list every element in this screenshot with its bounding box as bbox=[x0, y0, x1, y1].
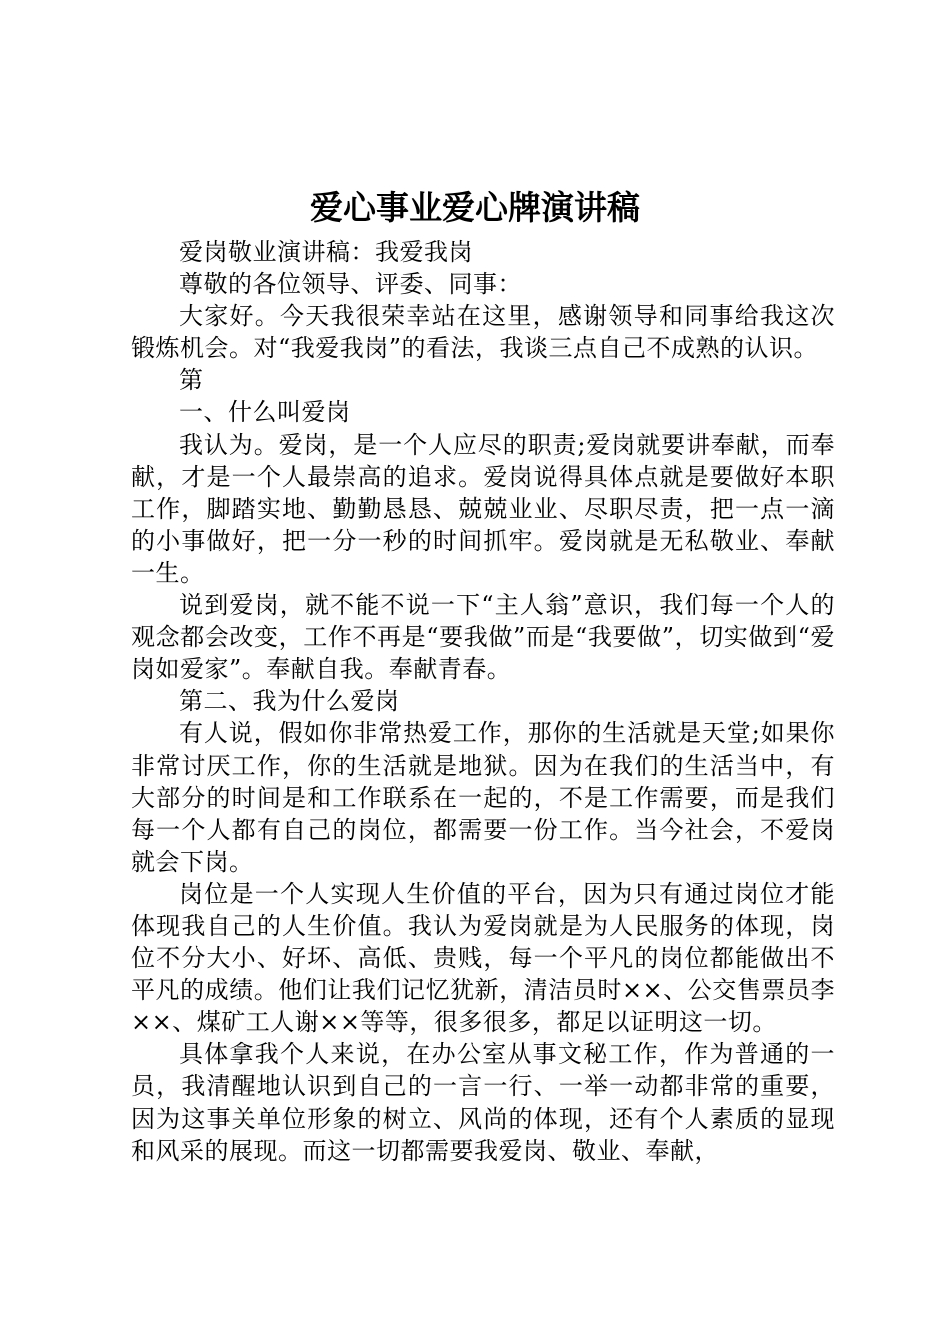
paragraph-opening: 大家好。今天我很荣幸站在这里，感谢领导和同事给我这次锻炼机会。对“我爱我岗”的看法，我谈三点自己不成熟的认识。 bbox=[131, 302, 835, 363]
section-heading-2: 第二、我为什么爱岗 bbox=[179, 687, 400, 716]
paragraph-ownership: 说到爱岗，就不能不说一下“主人翁”意识，我们每一个人的观念都会改变，工作不再是“要我做”而是“我要做”，切实做到“爱岗如爱家”。奉献自我。奉献青春。 bbox=[131, 591, 835, 684]
document-title: 爱心事业爱心牌演讲稿 bbox=[310, 188, 640, 227]
document-body bbox=[131, 236, 835, 1167]
section-heading-1: 一、什么叫爱岗 bbox=[179, 398, 351, 427]
paragraph-personal: 具体拿我个人来说，在办公室从事文秘工作，作为普通的一员，我清醒地认识到自己的一言一行、一举一动都非常的重要，因为这事关单位形象的树立、风尚的体现，还有个人素质的显现和风采的展现。而这一切都需要我爱岗、敬业、奉献， bbox=[131, 1040, 835, 1165]
paragraph-fragment: 第 bbox=[179, 366, 204, 395]
paragraph-salutation: 尊敬的各位领导、评委、同事： bbox=[179, 270, 522, 299]
paragraph-subtitle: 爱岗敬业演讲稿：我爱我岗 bbox=[179, 238, 473, 266]
paragraph-value: 岗位是一个人实现人生价值的平台，因为只有通过岗位才能体现我自己的人生价值。我认为爱岗就是为人民服务的体现，岗位不分大小、好坏、高低、贵贱，每一个平凡的岗位都能做出不平凡的成绩。他们让我们记忆犹新，清洁员时××、公交售票员李××、煤矿工人谢××等等，很多很多，都足以证明这一切。 bbox=[131, 879, 835, 1037]
paragraph-reason: 有人说，假如你非常热爱工作，那你的生活就是天堂;如果你非常讨厌工作，你的生活就是地狱。因为在我们的生活当中，有大部分的时间是和工作联系在一起的，不是工作需要，而是我们每一个人都有自己的岗位，都需要一份工作。当今社会，不爱岗就会下岗。 bbox=[131, 719, 835, 876]
paragraph-definition: 我认为。爱岗，是一个人应尽的职责;爱岗就要讲奉献，而奉献，才是一个人最崇高的追求。爱岗说得具体点就是要做好本职工作，脚踏实地、勤勤恳恳、兢兢业业、尽职尽责，把一点一滴的小事做好，把一分一秒的时间抓牢。爱岗就是无私敬业、奉献一生。 bbox=[131, 430, 835, 587]
